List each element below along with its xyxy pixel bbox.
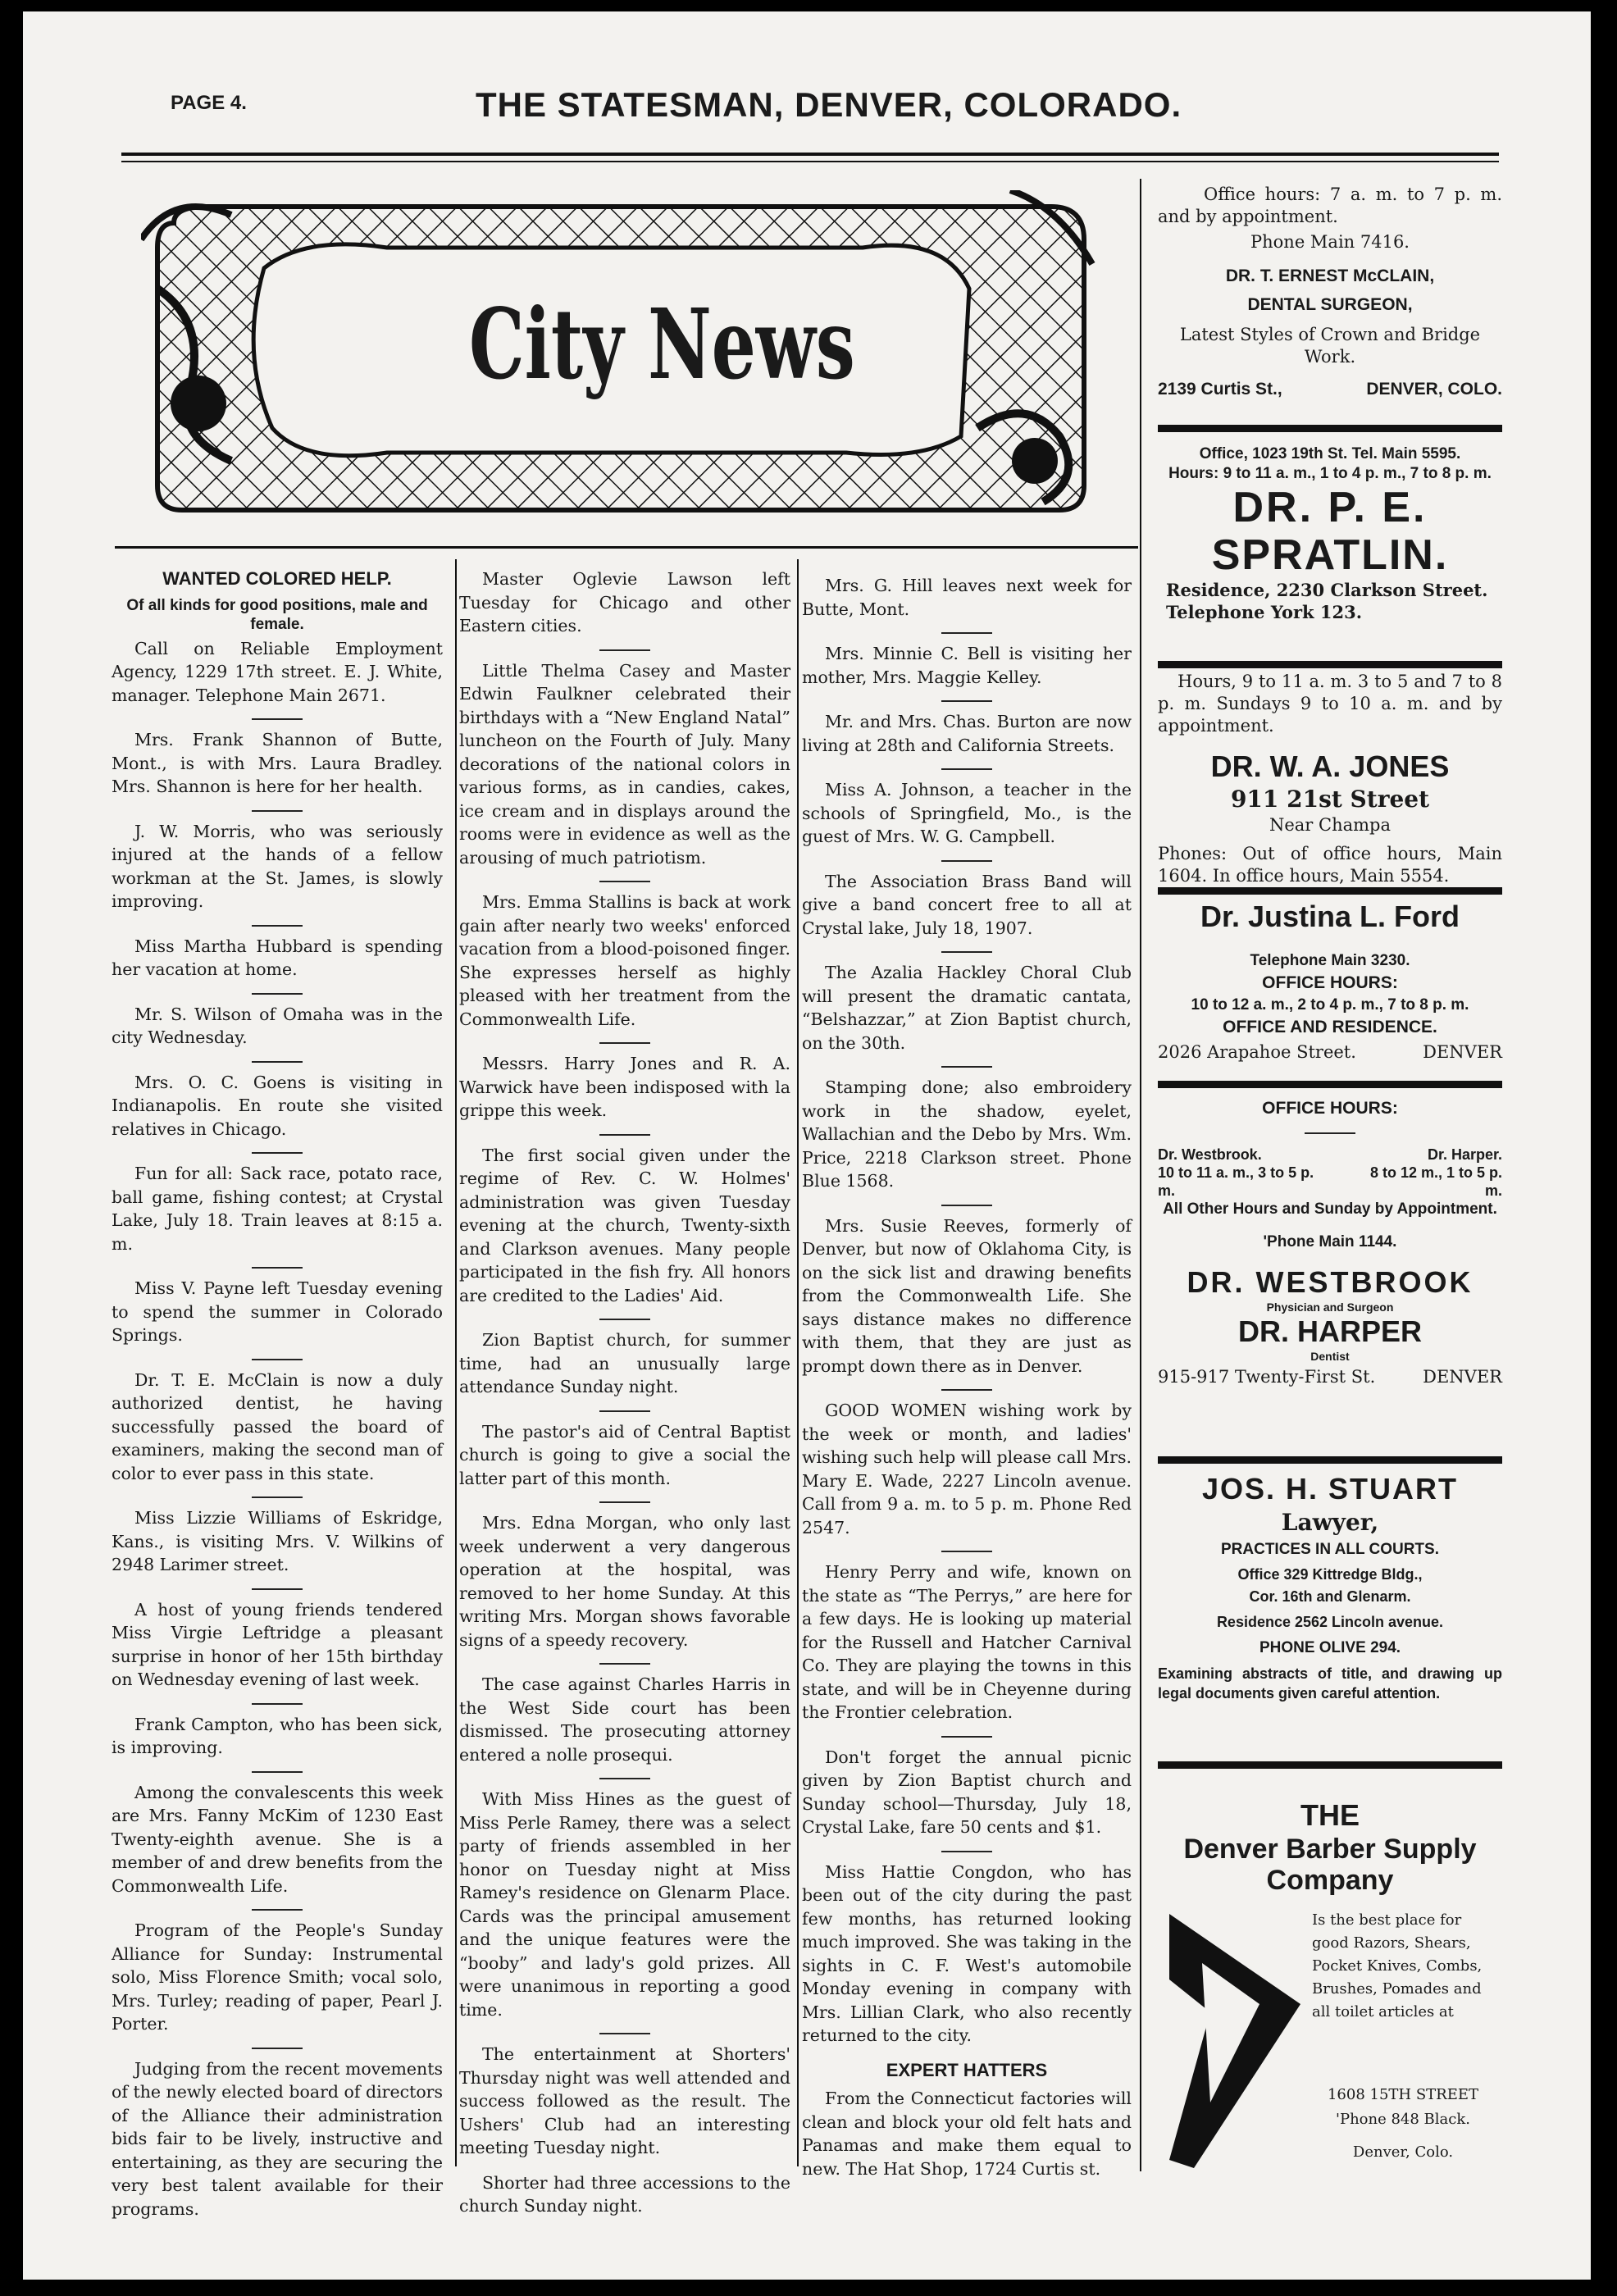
ad-rule [1158, 1081, 1502, 1088]
news-item: Don't forget the annual picnic given by Zion Baptist church and Sunday school—Thursday, July 18, Crystal Lake, fare 50 cents and $1. [802, 1747, 1132, 1837]
news-top-rule [115, 546, 1138, 549]
news-item: Miss A. Johnson, a teacher in the schools of Springfield, Mo., is the guest of Mrs. W. G. Campbell. [802, 780, 1132, 846]
news-item: Master Oglevie Lawson left Tuesday for Chicago and other Eastern cities. [459, 569, 790, 636]
news-item: Miss V. Payne left Tuesday evening to spend the summer in Colorado Springs. [112, 1278, 443, 1345]
razor-arrow-icon [1161, 1906, 1309, 2176]
column-divider-1 [455, 559, 457, 2166]
ad-stuart: JOS. H. STUART Lawyer, PRACTICES IN ALL COURTS. Office 329 Kittredge Bldg., Cor. 16th and Glenarm. Residence 2562 Lincoln avenue. PHONE OLIVE 294. Examining abstracts of title, and drawing up legal documents given careful attention. [1158, 1472, 1502, 1702]
news-item: A host of young friends tendered Miss Virgie Leftridge a pleasant surprise in honor of her 15th birthday on Wednesday evening of last week. [112, 1599, 443, 1689]
news-item: Miss Martha Hubbard is spending her vacation at home. [112, 936, 443, 979]
news-item: J. W. Morris, who was seriously injured at the hands of a fellow workman at the St. James, is slowly improving. [112, 821, 443, 911]
page-number: PAGE 4. [171, 92, 247, 114]
ad-rule [1158, 661, 1502, 668]
news-item: Dr. T. E. McClain is now a duly authorized dentist, he having successfully passed the board of examiners, making the second man of color to ever pass in this state. [112, 1369, 443, 1483]
news-item: Mrs. Minnie C. Bell is visiting her mother, Mrs. Maggie Kelley. [802, 644, 1132, 687]
news-item: The first social given under the regime of Rev. C. W. Holmes' administration was given Tuesday evening at the church, Twenty-sixth and Clarkson avenues. Many people participated in the fish fry. All honors are credited to the Ladies' Aid. [459, 1145, 790, 1305]
news-item: Little Thelma Casey and Master Edwin Faulkner celebrated their birthdays with a “New England Natal” luncheon on the Fourth of July. Many decorations of the national colors in various forms, as in candies, cakes, ice cream and in displays around the rooms were in evidence as well as the arousing of much patriotism. [459, 660, 790, 868]
expert-hatters-heading: EXPERT HATTERS [886, 2059, 1048, 2080]
ad-westbrook-harper: OFFICE HOURS: Dr. Westbrook. 10 to 11 a. m., 3 to 5 p. m. Dr. Harper. 8 to 12 m., 1 to 5 p. m. All Other Hours and Sunday by Appointment. 'Phone Main 1144. DR. WESTBROOK Physician and Surgeon DR. HARPER Dentist 915-917 Twenty-First St. DENVER [1158, 1099, 1502, 1387]
news-item: Mrs. O. C. Goens is visiting in Indianapolis. En route she visited relatives in Chicago. [112, 1072, 443, 1139]
news-item: GOOD WOMEN wishing work by the week or month, and ladies' wishing such help will please call Mrs. Mary E. Wade, 2227 Lincoln avenue. Call from 9 a. m. to 5 p. m. Phone Red 2547. [802, 1401, 1132, 1538]
news-item: Mr. S. Wilson of Omaha was in the city Wednesday. [112, 1004, 443, 1047]
news-item: Fun for all: Sack race, potato race, ball game, fishing contest; at Crystal Lake, July 18. Train leaves at 8:15 a. m. [112, 1164, 443, 1254]
news-item: Miss Hattie Congdon, who has been out of the city during the past few months, has returned looking much improved. She was taking in the sights in C. F. West's automobile Monday evening in company with Mrs. Lillian Clark, who also recently returned to the city. [802, 1861, 1132, 2045]
ad-mcclain: Office hours: 7 a. m. to 7 p. m. and by appointment. Phone Main 7416. DR. T. ERNEST McCLAIN, DENTAL SURGEON, Latest Styles of Crown and Bridge Work. 2139 Curtis St., DENVER, COLO. [1158, 184, 1502, 399]
wanted-help-subheading: Of all kinds for good positions, male and female. [126, 596, 428, 633]
news-item: Zion Baptist church, for summer time, had an unusually large attendance Sunday night. [459, 1330, 790, 1396]
news-item: Program of the People's Sunday Alliance for Sunday: Instrumental solo, Miss Florence Smith; vocal solo, Mrs. Turley; reading of paper, Pearl J. Porter. [112, 1920, 443, 2034]
ad-rule [1158, 1761, 1502, 1769]
news-item: Miss Lizzie Williams of Eskridge, Kans., is visiting Mrs. V. Wilkins of 2948 Larimer street. [112, 1508, 443, 1574]
ad-jones: Hours, 9 to 11 a. m. 3 to 5 and 7 to 8 p. m. Sundays 9 to 10 a. m. and by appointment. DR. W. A. JONES 911 21st Street Near Champa Phones: Out of office hours, Main 1604. In office hours, Main 5554. [1158, 672, 1502, 886]
news-item: Henry Perry and wife, known on the state as “The Perrys,” are here for a few days. He is looking up material for the Russell and Hatcher Carnival Co. They are playing the towns in this state, and will be in Cheyenne during the Frontier celebration. [802, 1562, 1132, 1722]
news-item: Among the convalescents this week are Mrs. Fanny McKim of 1230 East Twenty-eighth avenue. She is a member of and drew benefits from the Commonwealth Life. [112, 1782, 443, 1896]
news-item: Mrs. Frank Shannon of Butte, Mont., is with Mrs. Laura Bradley. Mrs. Shannon is here for her health. [112, 730, 443, 796]
news-column-1 [112, 564, 443, 2232]
news-column-3 [802, 574, 1132, 2192]
news-item: Call on Reliable Employment Agency, 1229 17th street. E. J. White, manager. Telephone Main 2671. [112, 638, 443, 705]
news-item: Mrs. Susie Reeves, formerly of Denver, but now of Oklahoma City, is on the sick list and drawing benefits from the Commonwealth Life. She says distance makes no difference with them, that they are just as prompt down there as in Denver. [802, 1215, 1132, 1376]
news-item: Shorter had three accessions to the church Sunday night. [459, 2172, 790, 2216]
ad-ford: Dr. Justina L. Ford Telephone Main 3230. OFFICE HOURS: 10 to 12 a. m., 2 to 4 p. m., 7 to 8 p. m. OFFICE AND RESIDENCE. 2026 Arapahoe Street. DENVER [1158, 900, 1502, 1062]
barber-description: Is the best place for good Razors, Shears, Pocket Knives, Combs, Brushes, Pomades and all toilet articles at [1312, 1911, 1483, 2020]
news-item: Mrs. G. Hill leaves next week for Butte, Mont. [802, 576, 1132, 619]
news-item: Mrs. Emma Stallins is back at work gain after nearly two weeks' enforced vacation from a blood-poisoned finger. She expresses herself as highly pleased with her treatment from the Commonwealth Life. [459, 892, 790, 1029]
news-item: Judging from the recent movements of the newly elected board of directors of the Alliance their administration bids fair to be lively, instructive and entertaining, as they are securing the very best talent available for their programs. [112, 2058, 443, 2219]
ad-rule [1158, 1456, 1502, 1464]
news-item: The entertainment at Shorters' Thursday night was well attended and success followed as the result. The Ushers' Club had an interesting meeting Tuesday night. [459, 2044, 790, 2157]
wanted-help-heading: WANTED COLORED HELP. [162, 568, 392, 589]
column-divider-2 [797, 559, 799, 2166]
news-item: The Association Brass Band will give a band concert free to all at Crystal lake, July 18, 1907. [802, 871, 1132, 938]
news-item: The pastor's aid of Central Baptist church is going to give a social the latter part of this month. [459, 1421, 790, 1488]
news-item: Mr. and Mrs. Chas. Burton are now living at 28th and California Streets. [802, 712, 1132, 755]
news-item: With Miss Hines as the guest of Miss Perle Ramey, there was a select party of friends assembled in her honor on Tuesday night at Miss Ramey's residence on Glenarm Place. Cards was the principal amusement and the unique features were the “booby” and lady's gold prizes. All were unanimous in reporting a good time. [459, 1789, 790, 2020]
ad-rule [1158, 887, 1502, 895]
news-item: The case against Charles Harris in the West Side court has been dismissed. The prosecuting attorney entered a nolle prosequi. [459, 1674, 790, 1765]
column-divider-3 [1140, 179, 1141, 2171]
ad-denver-barber-supply: THE Denver Barber Supply Company [1183, 1798, 1477, 1896]
masthead-rule-top [121, 153, 1499, 156]
ad-spratlin: Office, 1023 19th St. Tel. Main 5595. Hours: 9 to 11 a. m., 1 to 4 p. m., 7 to 8 p. m. DR. P. E. SPRATLIN. Residence, 2230 Clarkson Street. Telephone York 123. [1166, 445, 1492, 622]
banner-title: City News [469, 287, 855, 401]
news-item: Frank Campton, who has been sick, is improving. [112, 1714, 443, 1757]
ad-rule [1158, 425, 1502, 432]
masthead-rule-bottom [121, 161, 1499, 162]
barber-address: 1608 15TH STREET 'Phone 848 Black. Denver, Colo. [1327, 2086, 1479, 2161]
news-item: Stamping done; also embroidery work in the shadow, eyelet, Wallachian and the Debo by Mrs. Wm. Price, 2218 Clarkson street. Phone Blue 1568. [802, 1077, 1132, 1191]
news-item: The Azalia Hackley Choral Club will present the dramatic cantata, “Belshazzar,” at Zion Baptist church, on the 30th. [802, 963, 1132, 1053]
news-column-2 [459, 567, 790, 2230]
news-item: Messrs. Harry Jones and R. A. Warwick have been indisposed with la grippe this week. [459, 1054, 790, 1120]
news-item: From the Connecticut factories will clean and block your old felt hats and Panamas and make them equal to new. The Hat Shop, 1724 Curtis st. [802, 2089, 1132, 2179]
news-item: Mrs. Edna Morgan, who only last week underwent a very dangerous operation at the hospital, was removed to her home Sunday. At this writing Mrs. Morgan shows favorable signs of a speedy recovery. [459, 1513, 790, 1650]
masthead: THE STATESMAN, DENVER, COLORADO. [476, 85, 1182, 124]
